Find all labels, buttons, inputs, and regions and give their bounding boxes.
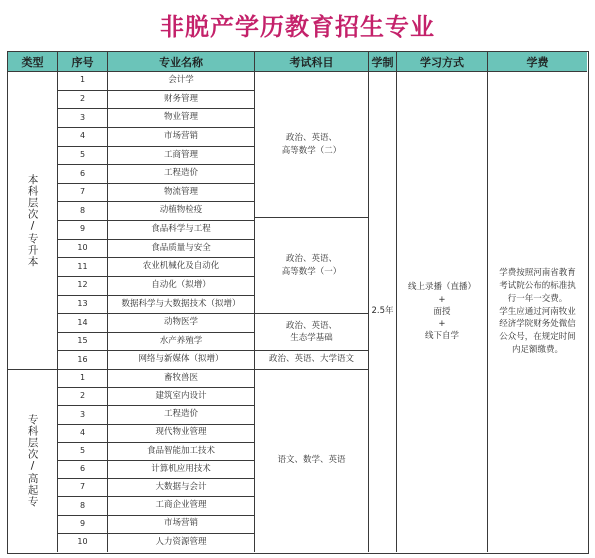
row-major-name: 市场营销 — [108, 128, 255, 147]
row-seq: 6 — [58, 461, 108, 479]
row-seq: 10 — [58, 240, 108, 259]
row-major-name: 网络与新媒体（拟增） — [108, 351, 255, 370]
row-seq: 4 — [58, 128, 108, 147]
row-major-name: 工程造价 — [108, 406, 255, 424]
row-seq: 5 — [58, 443, 108, 461]
row-seq: 13 — [58, 296, 108, 315]
row-major-name: 建筑室内设计 — [108, 388, 255, 406]
subjects-group-d: 政治、英语、大学语文 — [255, 351, 369, 370]
row-seq: 12 — [58, 277, 108, 296]
subjects-group-a: 政治、英语、 高等数学（二） — [255, 72, 369, 218]
row-major-name: 水产养殖学 — [108, 333, 255, 352]
header-subjects: 考试科目 — [255, 52, 369, 72]
subjects-group-c: 政治、英语、 生态学基础 — [255, 314, 369, 351]
row-seq: 6 — [58, 165, 108, 184]
row-major-name: 畜牧兽医 — [108, 370, 255, 388]
majors-table — [7, 51, 589, 554]
row-seq: 8 — [58, 497, 108, 515]
header-seq: 序号 — [58, 52, 108, 72]
row-seq: 8 — [58, 202, 108, 221]
row-major-name: 会计学 — [108, 72, 255, 91]
header-fee: 学费 — [488, 52, 587, 72]
row-seq: 14 — [58, 314, 108, 333]
row-major-name: 食品质量与安全 — [108, 240, 255, 259]
row-major-name: 人力资源管理 — [108, 534, 255, 552]
row-major-name: 物业管理 — [108, 109, 255, 128]
header-type: 类型 — [8, 52, 58, 72]
header-major: 专业名称 — [108, 52, 255, 72]
row-seq: 3 — [58, 109, 108, 128]
row-major-name: 工程造价 — [108, 165, 255, 184]
subjects-group-b: 政治、英语、 高等数学（一） — [255, 218, 369, 314]
row-major-name: 工商企业管理 — [108, 497, 255, 515]
row-seq: 15 — [58, 333, 108, 352]
row-major-name: 工商管理 — [108, 147, 255, 166]
row-seq: 5 — [58, 147, 108, 166]
row-major-name: 动物医学 — [108, 314, 255, 333]
row-seq: 7 — [58, 184, 108, 203]
row-major-name: 计算机应用技术 — [108, 461, 255, 479]
row-major-name: 食品科学与工程 — [108, 221, 255, 240]
row-major-name: 市场营销 — [108, 516, 255, 534]
row-major-name: 农业机械化及自动化 — [108, 258, 255, 277]
study-mode-cell: 线上录播（直播） + 面授 + 线下自学 — [397, 72, 488, 552]
header-duration: 学制 — [369, 52, 397, 72]
header-mode: 学习方式 — [397, 52, 488, 72]
fee-cell: 学费按照河南省教育考试院公布的标准执行一年一交费。 学生应通过河南牧业经济学院财务处微信公众号，在规定时间内足额缴费。 — [499, 268, 576, 355]
page-title: 非脱产学历教育招生专业 — [160, 12, 435, 41]
row-major-name: 现代物业管理 — [108, 425, 255, 443]
row-major-name: 动植物检疫 — [108, 202, 255, 221]
row-seq: 3 — [58, 406, 108, 424]
row-major-name: 物流管理 — [108, 184, 255, 203]
row-major-name: 自动化（拟增） — [108, 277, 255, 296]
row-seq: 11 — [58, 258, 108, 277]
row-seq: 10 — [58, 534, 108, 552]
row-seq: 1 — [58, 72, 108, 91]
row-major-name: 大数据与会计 — [108, 479, 255, 497]
row-seq: 9 — [58, 516, 108, 534]
row-seq: 2 — [58, 388, 108, 406]
type-undergraduate — [8, 72, 58, 370]
type-undergraduate-label: 本科层次/专升本 — [26, 173, 39, 268]
subjects-group-e: 语文、数学、英语 — [255, 370, 369, 552]
row-major-name: 财务管理 — [108, 91, 255, 110]
row-seq: 1 — [58, 370, 108, 388]
duration-cell: 2.5年 — [369, 72, 397, 552]
row-seq: 2 — [58, 91, 108, 110]
type-junior-college-label: 专科层次/高起专 — [26, 414, 39, 508]
row-seq: 7 — [58, 479, 108, 497]
row-seq: 9 — [58, 221, 108, 240]
row-seq: 4 — [58, 425, 108, 443]
row-major-name: 数据科学与大数据技术（拟增） — [108, 296, 255, 315]
row-major-name: 食品智能加工技术 — [108, 443, 255, 461]
type-junior-college — [8, 370, 58, 552]
row-seq: 16 — [58, 351, 108, 370]
